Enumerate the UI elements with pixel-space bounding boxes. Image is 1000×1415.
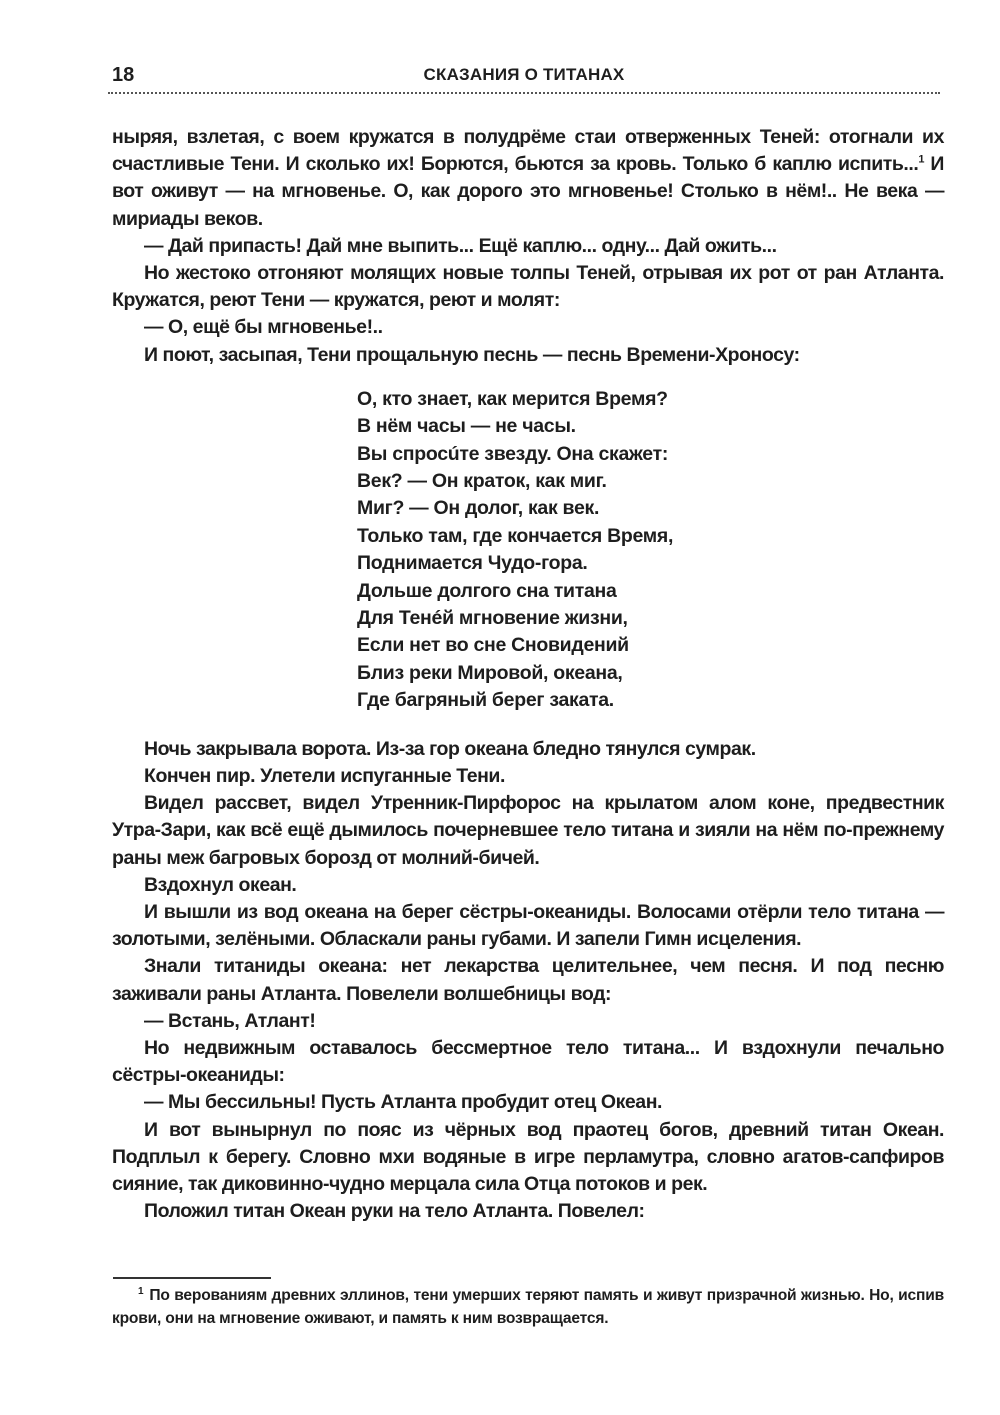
paragraph: Видел рассвет, видел Утренник-Пирфорос на крылатом алом коне, предвестник Утра-Зари, как всё ещё дымилось почерневшее тело титана и зияли на нём по-прежнему раны меж багровых борозд от молний-бичей. (112, 792, 944, 869)
footnote-text: По верованиям древних эллинов, тени умерших теряют память и живут призрачной жизнью. Но, испив крови, они на мгновение оживают, и память к ним возвращается. (112, 1287, 944, 1327)
poem-line: Близ реки Мировой, океана, (357, 661, 623, 684)
poem-line: Только там, где кончается Время, (357, 524, 674, 547)
page-header (108, 62, 940, 92)
paragraph-text: ныряя, взлетая, с воем кружатся в полудрёме стаи отверженных Теней: отогнали их счастливые Тени. И сколько их! Борются, бьются за кровь. Только б каплю испить... (112, 126, 944, 176)
footnote (112, 1284, 944, 1330)
paragraph: И вышли из вод океана на берег сёстры-океаниды. Волосами отёрли тело титана — золотыми, зелёными. Обласкали раны губами. И запели Гимн исцеления. (112, 900, 944, 951)
poem-line: Век? — Он краток, как миг. (357, 470, 607, 493)
paragraph: Вздохнул океан. (144, 873, 297, 896)
poem-line: О, кто знает, как мерится Время? (357, 387, 668, 410)
footnote-divider (113, 1277, 271, 1279)
paragraph: Кончен пир. Улетели испуганные Тени. (144, 764, 505, 787)
poem-line: Если нет во сне Сновидений (357, 634, 629, 657)
poem-line: Дольше долгого сна титана (357, 579, 617, 602)
paragraph: Но жестоко отгоняют молящих новые толпы Теней, отрывая их рот от ран Атланта. Кружатся, реют Тени — кружатся, реют и молят: (112, 262, 944, 312)
footnote-mark: 1 (138, 1285, 144, 1297)
dialogue-line: — Встань, Атлант! (144, 1009, 316, 1032)
poem-line: Миг? — Он долог, как век. (357, 497, 600, 520)
paragraph: Знали титаниды океана: нет лекарства целительнее, чем песня. И под песню заживали раны Атланта. Повелели волшебницы вод: (112, 955, 944, 1005)
header-divider (108, 92, 940, 94)
dialogue-line: — О, ещё бы мгновенье!.. (144, 316, 383, 339)
paragraph: И поют, засыпая, Тени прощальную песнь — песнь Времени-Хроносу: (144, 343, 800, 366)
paragraph: Положил титан Океан руки на тело Атланта. Повелел: (144, 1200, 645, 1223)
dialogue-line: — Дай припасть! Дай мне выпить... Ещё каплю... одну... Дай ожить... (144, 234, 777, 257)
poem-line: Где багряный берег заката. (357, 689, 614, 712)
paragraph (112, 124, 944, 233)
paragraph-text: И вот оживут — на мгновенье. О, как дорого это мгновенье! Столько в нём!.. Не века — мириады веков. (112, 153, 944, 230)
paragraph: Но недвижным оставалось бессмертное тело титана... И вздохнули печально сёстры-океаниды: (112, 1036, 944, 1087)
main-text (112, 124, 944, 1225)
poem-line: В нём часы — не часы. (357, 415, 576, 438)
dialogue-line: — Мы бессильны! Пусть Атланта пробудит отец Океан. (144, 1091, 662, 1114)
page-number: 18 (112, 64, 135, 86)
poem (357, 386, 944, 715)
paragraph: Ночь закрывала ворота. Из-за гор океана бледно тянулся сумрак. (144, 737, 756, 760)
running-title: СКАЗАНИЯ О ТИТАНАХ (423, 65, 625, 84)
poem-line: Для Тенéй мгновение жизни, (357, 607, 628, 630)
footnote-reference: 1 (918, 153, 924, 166)
paragraph: И вот вынырнул по пояс из чёрных вод праотец богов, древний титан Океан. Подплыл к берегу. Словно мхи водяные в игре перламутра, словно агатов-сапфиров сияние, так диковинно-чудно мерцала сила Отца потоков и рек. (112, 1118, 944, 1195)
poem-line: Вы спросúте звезду. Она скажет: (357, 442, 669, 465)
poem-line: Поднимается Чудо-гора. (357, 552, 588, 575)
